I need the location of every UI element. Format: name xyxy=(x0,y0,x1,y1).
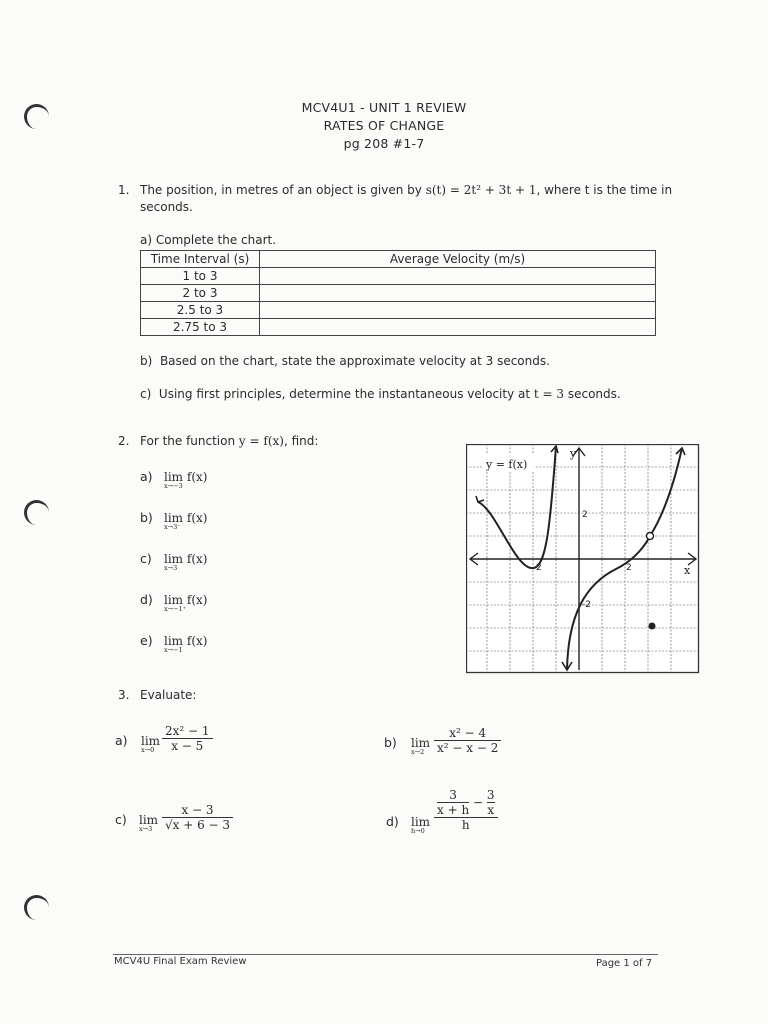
minus-sign: − xyxy=(473,795,484,810)
q2-c-label: c) xyxy=(140,551,152,566)
fraction-numerator: x − 3 xyxy=(181,803,214,817)
q3-c-label: c) xyxy=(115,812,127,827)
q3-c-fraction xyxy=(162,803,233,832)
q1-text-line1 xyxy=(140,183,672,197)
q2-b-label: b) xyxy=(140,510,153,525)
fraction-numerator: 2x² − 1 xyxy=(165,724,210,738)
fx-text: f(x) xyxy=(186,593,208,607)
q1-c-label: c) xyxy=(140,387,152,401)
q2-text-b: , find: xyxy=(283,434,319,448)
tick-y-positive: 2 xyxy=(582,510,588,520)
fraction-denominator: x − 5 xyxy=(162,738,213,753)
table-row xyxy=(141,268,656,285)
fraction-numerator: x² − 4 xyxy=(449,726,487,740)
q1-c-formula: t = 3 xyxy=(533,387,565,401)
q2-e-label: e) xyxy=(140,633,153,648)
inner-fraction-b xyxy=(487,788,495,817)
q1-text-a: The position, in metres of an object is given by xyxy=(140,183,422,197)
function-label: y = f(x) xyxy=(486,458,528,471)
function-graph xyxy=(466,444,700,674)
lim-text: lim xyxy=(139,813,159,827)
q3-a-label: a) xyxy=(115,733,128,748)
q2-d-limit xyxy=(164,593,207,613)
lim-text: lim xyxy=(411,736,431,750)
q1-b-label: b) xyxy=(140,354,153,368)
q3-b-lim xyxy=(411,736,430,756)
q3-d-label: d) xyxy=(386,814,399,829)
q1-part-c xyxy=(140,387,621,401)
header-line-1: MCV4U1 - UNIT 1 REVIEW xyxy=(301,100,467,115)
q3-a-fraction xyxy=(162,724,213,753)
lim-subscript: h→0 xyxy=(411,827,425,835)
table-header-row xyxy=(141,251,656,268)
header-line-3: pg 208 #1-7 xyxy=(343,136,425,151)
q2-text-a: For the function xyxy=(140,434,236,448)
q2-number: 2. xyxy=(118,434,130,448)
lim-text: lim xyxy=(141,734,161,748)
footer-left: MCV4U Final Exam Review xyxy=(114,956,247,967)
fx-text: f(x) xyxy=(186,470,208,484)
table-cell-velocity[interactable] xyxy=(260,285,656,302)
inner-top: 3 xyxy=(449,788,457,802)
q3-d-fraction xyxy=(434,788,498,832)
table-header-time: Time Interval (s) xyxy=(141,251,260,268)
lim-text: lim xyxy=(164,593,184,607)
q1-a-label: a) xyxy=(140,233,153,247)
inner-bottom: x + h xyxy=(437,803,470,817)
table-cell-interval: 2.5 to 3 xyxy=(141,302,260,319)
q2-e-limit xyxy=(164,634,207,654)
fraction-denominator: √x + 6 − 3 xyxy=(162,817,233,832)
q3-d-lim xyxy=(411,815,430,835)
q3-b-fraction xyxy=(434,726,501,755)
q1-part-a xyxy=(140,233,276,247)
table-cell-velocity[interactable] xyxy=(260,302,656,319)
q2-c-limit xyxy=(164,552,207,572)
footer-right: Page 1 of 7 xyxy=(596,958,653,969)
q1-b-text: Based on the chart, state the approximate velocity at 3 seconds. xyxy=(159,354,550,368)
lim-subscript: x→−1 xyxy=(164,646,183,654)
q1-c-text-b: seconds. xyxy=(567,387,621,401)
q3-b-label: b) xyxy=(384,735,397,750)
q2-formula: y = f(x) xyxy=(238,434,284,448)
lim-subscript: x→3⁻ xyxy=(164,523,181,531)
q1-text-b: , where t is the time in xyxy=(536,183,673,197)
q3-number: 3. xyxy=(118,688,130,702)
lim-subscript: x→−1⁺ xyxy=(164,605,187,613)
q2-b-limit xyxy=(164,511,207,531)
q2-a-limit xyxy=(164,470,207,490)
inner-bottom: x xyxy=(487,803,495,817)
q2-text xyxy=(140,434,318,448)
open-circle-point xyxy=(647,533,654,540)
closed-circle-point xyxy=(649,623,656,630)
fraction-denominator: x² − x − 2 xyxy=(434,740,501,755)
velocity-table xyxy=(140,250,656,336)
lim-text: lim xyxy=(164,634,184,648)
q3-text: Evaluate: xyxy=(140,688,197,702)
q1-part-b xyxy=(140,354,550,368)
table-cell-interval: 2 to 3 xyxy=(141,285,260,302)
header-line-2: RATES OF CHANGE xyxy=(323,118,445,133)
lim-text: lim xyxy=(164,552,184,566)
fraction-numerator xyxy=(434,788,498,817)
lim-text: lim xyxy=(164,511,184,525)
binder-hole-icon xyxy=(24,895,49,920)
fraction-denominator: h xyxy=(434,817,498,832)
y-axis-label: y xyxy=(570,447,577,460)
tick-y-negative: -2 xyxy=(582,600,591,610)
table-row xyxy=(141,319,656,336)
q1-text-line2: seconds. xyxy=(140,200,193,214)
tick-x-negative: 2 xyxy=(536,563,542,573)
table-cell-interval: 2.75 to 3 xyxy=(141,319,260,336)
footer-rule xyxy=(113,954,658,955)
table-header-velocity: Average Velocity (m/s) xyxy=(260,251,656,268)
q1-formula: s(t) = 2t² + 3t + 1 xyxy=(425,183,537,197)
q2-d-label: d) xyxy=(140,592,153,607)
table-cell-velocity[interactable] xyxy=(260,319,656,336)
table-cell-velocity[interactable] xyxy=(260,268,656,285)
q1-a-text: Complete the chart. xyxy=(155,233,277,247)
q1-number: 1. xyxy=(118,183,130,197)
lim-subscript: x→2 xyxy=(411,748,425,756)
lim-subscript: x→−3 xyxy=(164,482,183,490)
lim-subscript: x→3 xyxy=(139,825,153,833)
x-axis-label: x xyxy=(684,564,691,577)
fx-text: f(x) xyxy=(186,511,208,525)
table-cell-interval: 1 to 3 xyxy=(141,268,260,285)
table-row xyxy=(141,285,656,302)
lim-subscript: x→0 xyxy=(141,746,155,754)
tick-x-positive: 2 xyxy=(626,563,632,573)
fx-text: f(x) xyxy=(186,634,208,648)
q2-a-label: a) xyxy=(140,469,153,484)
lim-text: lim xyxy=(164,470,184,484)
table-row xyxy=(141,302,656,319)
q1-c-text-a: Using first principles, determine the instantaneous velocity at xyxy=(158,387,531,401)
inner-top: 3 xyxy=(486,788,495,802)
q3-c-lim xyxy=(139,813,158,833)
lim-text: lim xyxy=(411,815,431,829)
binder-hole-icon xyxy=(24,500,49,525)
inner-fraction-a xyxy=(437,788,469,817)
q3-a-lim xyxy=(141,734,160,754)
fx-text: f(x) xyxy=(186,552,208,566)
lim-subscript: x→3 xyxy=(164,564,178,572)
